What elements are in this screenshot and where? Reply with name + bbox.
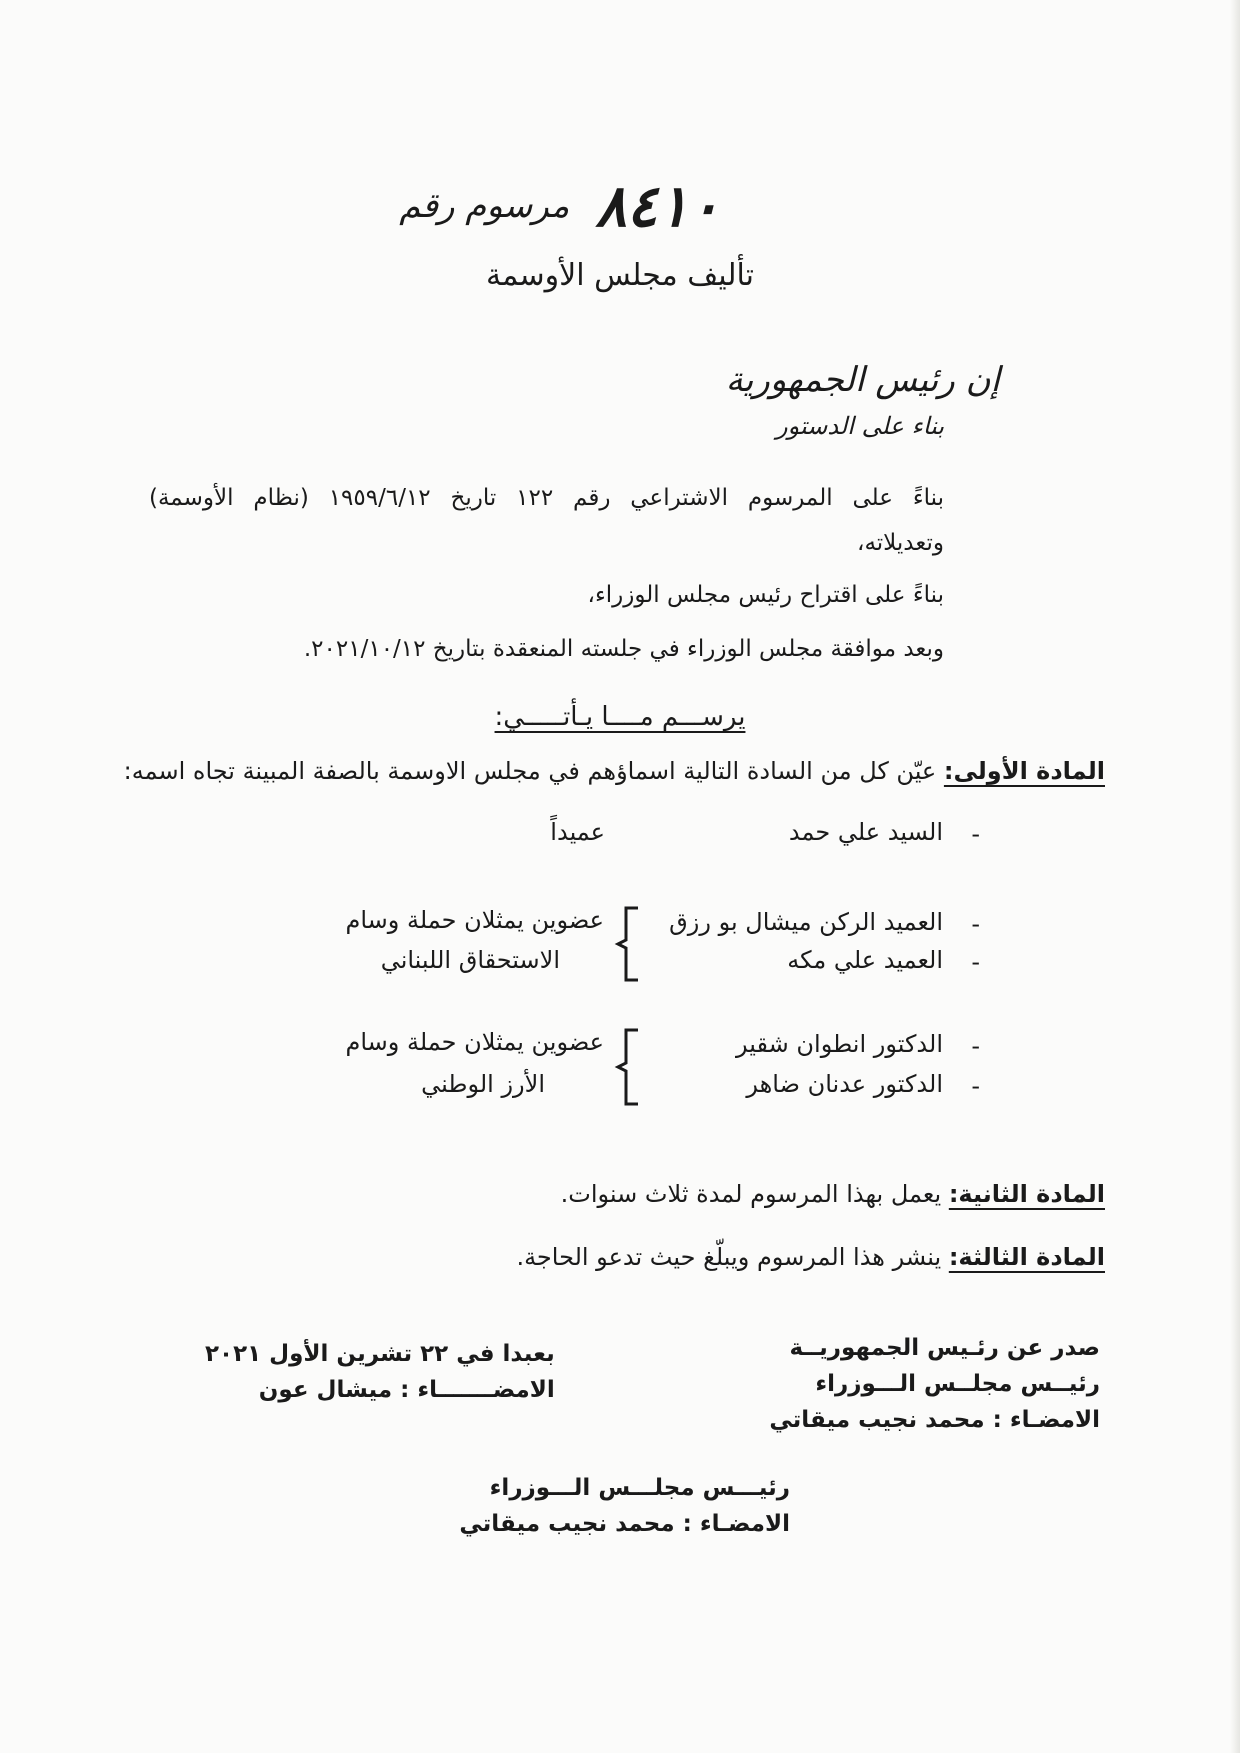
- member-1-dash: -: [971, 820, 980, 848]
- decree-number-line: [330, 172, 720, 240]
- member-3-name: العميد علي مكه: [787, 946, 943, 974]
- group-1-brace: [612, 905, 644, 983]
- signature-block-left: [205, 1336, 555, 1408]
- issuer-basis-line: بناء على الدستور: [776, 412, 944, 440]
- decrees-heading: يرســـم مــــا يـأتـــــي:: [494, 702, 746, 732]
- article-2-text: يعمل بهذا المرسوم لمدة ثلاث سنوات.: [560, 1180, 942, 1208]
- signature-block-bottom: [450, 1470, 790, 1542]
- decree-number: ٨٤١٠: [595, 172, 720, 240]
- signature-left-line-1: بعبدا في ٢٢ تشرين الأول ٢٠٢١: [205, 1341, 555, 1367]
- member-1-role: عميداً: [550, 818, 605, 846]
- group-1-role-line-2: الاستحقاق اللبناني: [380, 946, 560, 974]
- member-5-dash: -: [971, 1072, 980, 1100]
- signature-right-line-3: الامضـاء : محمد نجيب ميقاتي: [769, 1407, 1100, 1433]
- member-4-name: الدكتور انطوان شقير: [736, 1030, 943, 1058]
- group-2-role-line-1: عضوين يمثلان حملة وسام: [345, 1028, 604, 1056]
- preamble-line-4: وبعد موافقة مجلس الوزراء في جلسته المنعقدة بتاريخ ٢٠٢١/١٠/١٢.: [303, 636, 944, 662]
- article-2-label: المادة الثانية:: [948, 1180, 1105, 1208]
- group-2-brace: [612, 1027, 644, 1107]
- article-2: [561, 1180, 1105, 1208]
- article-3-label: المادة الثالثة:: [948, 1243, 1105, 1271]
- signature-left-line-2: الامضـــــــاء : ميشال عون: [258, 1377, 555, 1403]
- member-2-dash: -: [971, 910, 980, 938]
- preamble-line-1: بناءً على المرسوم الاشتراعي رقم ١٢٢ تاريخ ١٩٥٩/٦/١٢ (نظام الأوسمة): [149, 485, 945, 511]
- member-5-name: الدكتور عدنان ضاهر: [746, 1070, 943, 1098]
- member-2-name: العميد الركن ميشال بو رزق: [669, 908, 943, 936]
- article-1-label: المادة الأولى:: [943, 757, 1105, 785]
- decree-label: مرسوم رقم: [399, 186, 570, 226]
- signature-right-line-1: صدر عن رئـيس الجمهوريــة: [789, 1335, 1100, 1361]
- member-4-dash: -: [971, 1032, 980, 1060]
- signature-right-line-2: رئيــس مجلــس الـــوزراء: [815, 1371, 1100, 1397]
- signature-bottom-line-2: الامضـاء : محمد نجيب ميقاتي: [459, 1511, 790, 1537]
- member-3-dash: -: [971, 948, 980, 976]
- article-3: [516, 1243, 1105, 1271]
- issuer-line: إن رئيس الجمهورية: [725, 360, 1000, 400]
- article-1: [124, 757, 1105, 785]
- signature-bottom-line-1: رئيـــس مجلـــس الـــوزراء: [489, 1475, 790, 1501]
- article-3-text: ينشر هذا المرسوم ويبلّغ حيث تدعو الحاجة.: [516, 1243, 942, 1271]
- group-2-role-line-2: الأرز الوطني: [421, 1070, 545, 1098]
- member-1-name: السيد علي حمد: [788, 818, 943, 846]
- document-title: تأليف مجلس الأوسمة: [486, 258, 754, 293]
- signature-block-right: [769, 1330, 1100, 1438]
- article-1-text: عيّن كل من السادة التالية اسماؤهم في مجلس الاوسمة بالصفة المبينة تجاه اسمه:: [123, 757, 937, 785]
- preamble-line-3: بناءً على اقتراح رئيس مجلس الوزراء،: [587, 582, 944, 608]
- preamble-line-2: وتعديلاته،: [857, 530, 944, 556]
- group-1-role-line-1: عضوين يمثلان حملة وسام: [345, 906, 604, 934]
